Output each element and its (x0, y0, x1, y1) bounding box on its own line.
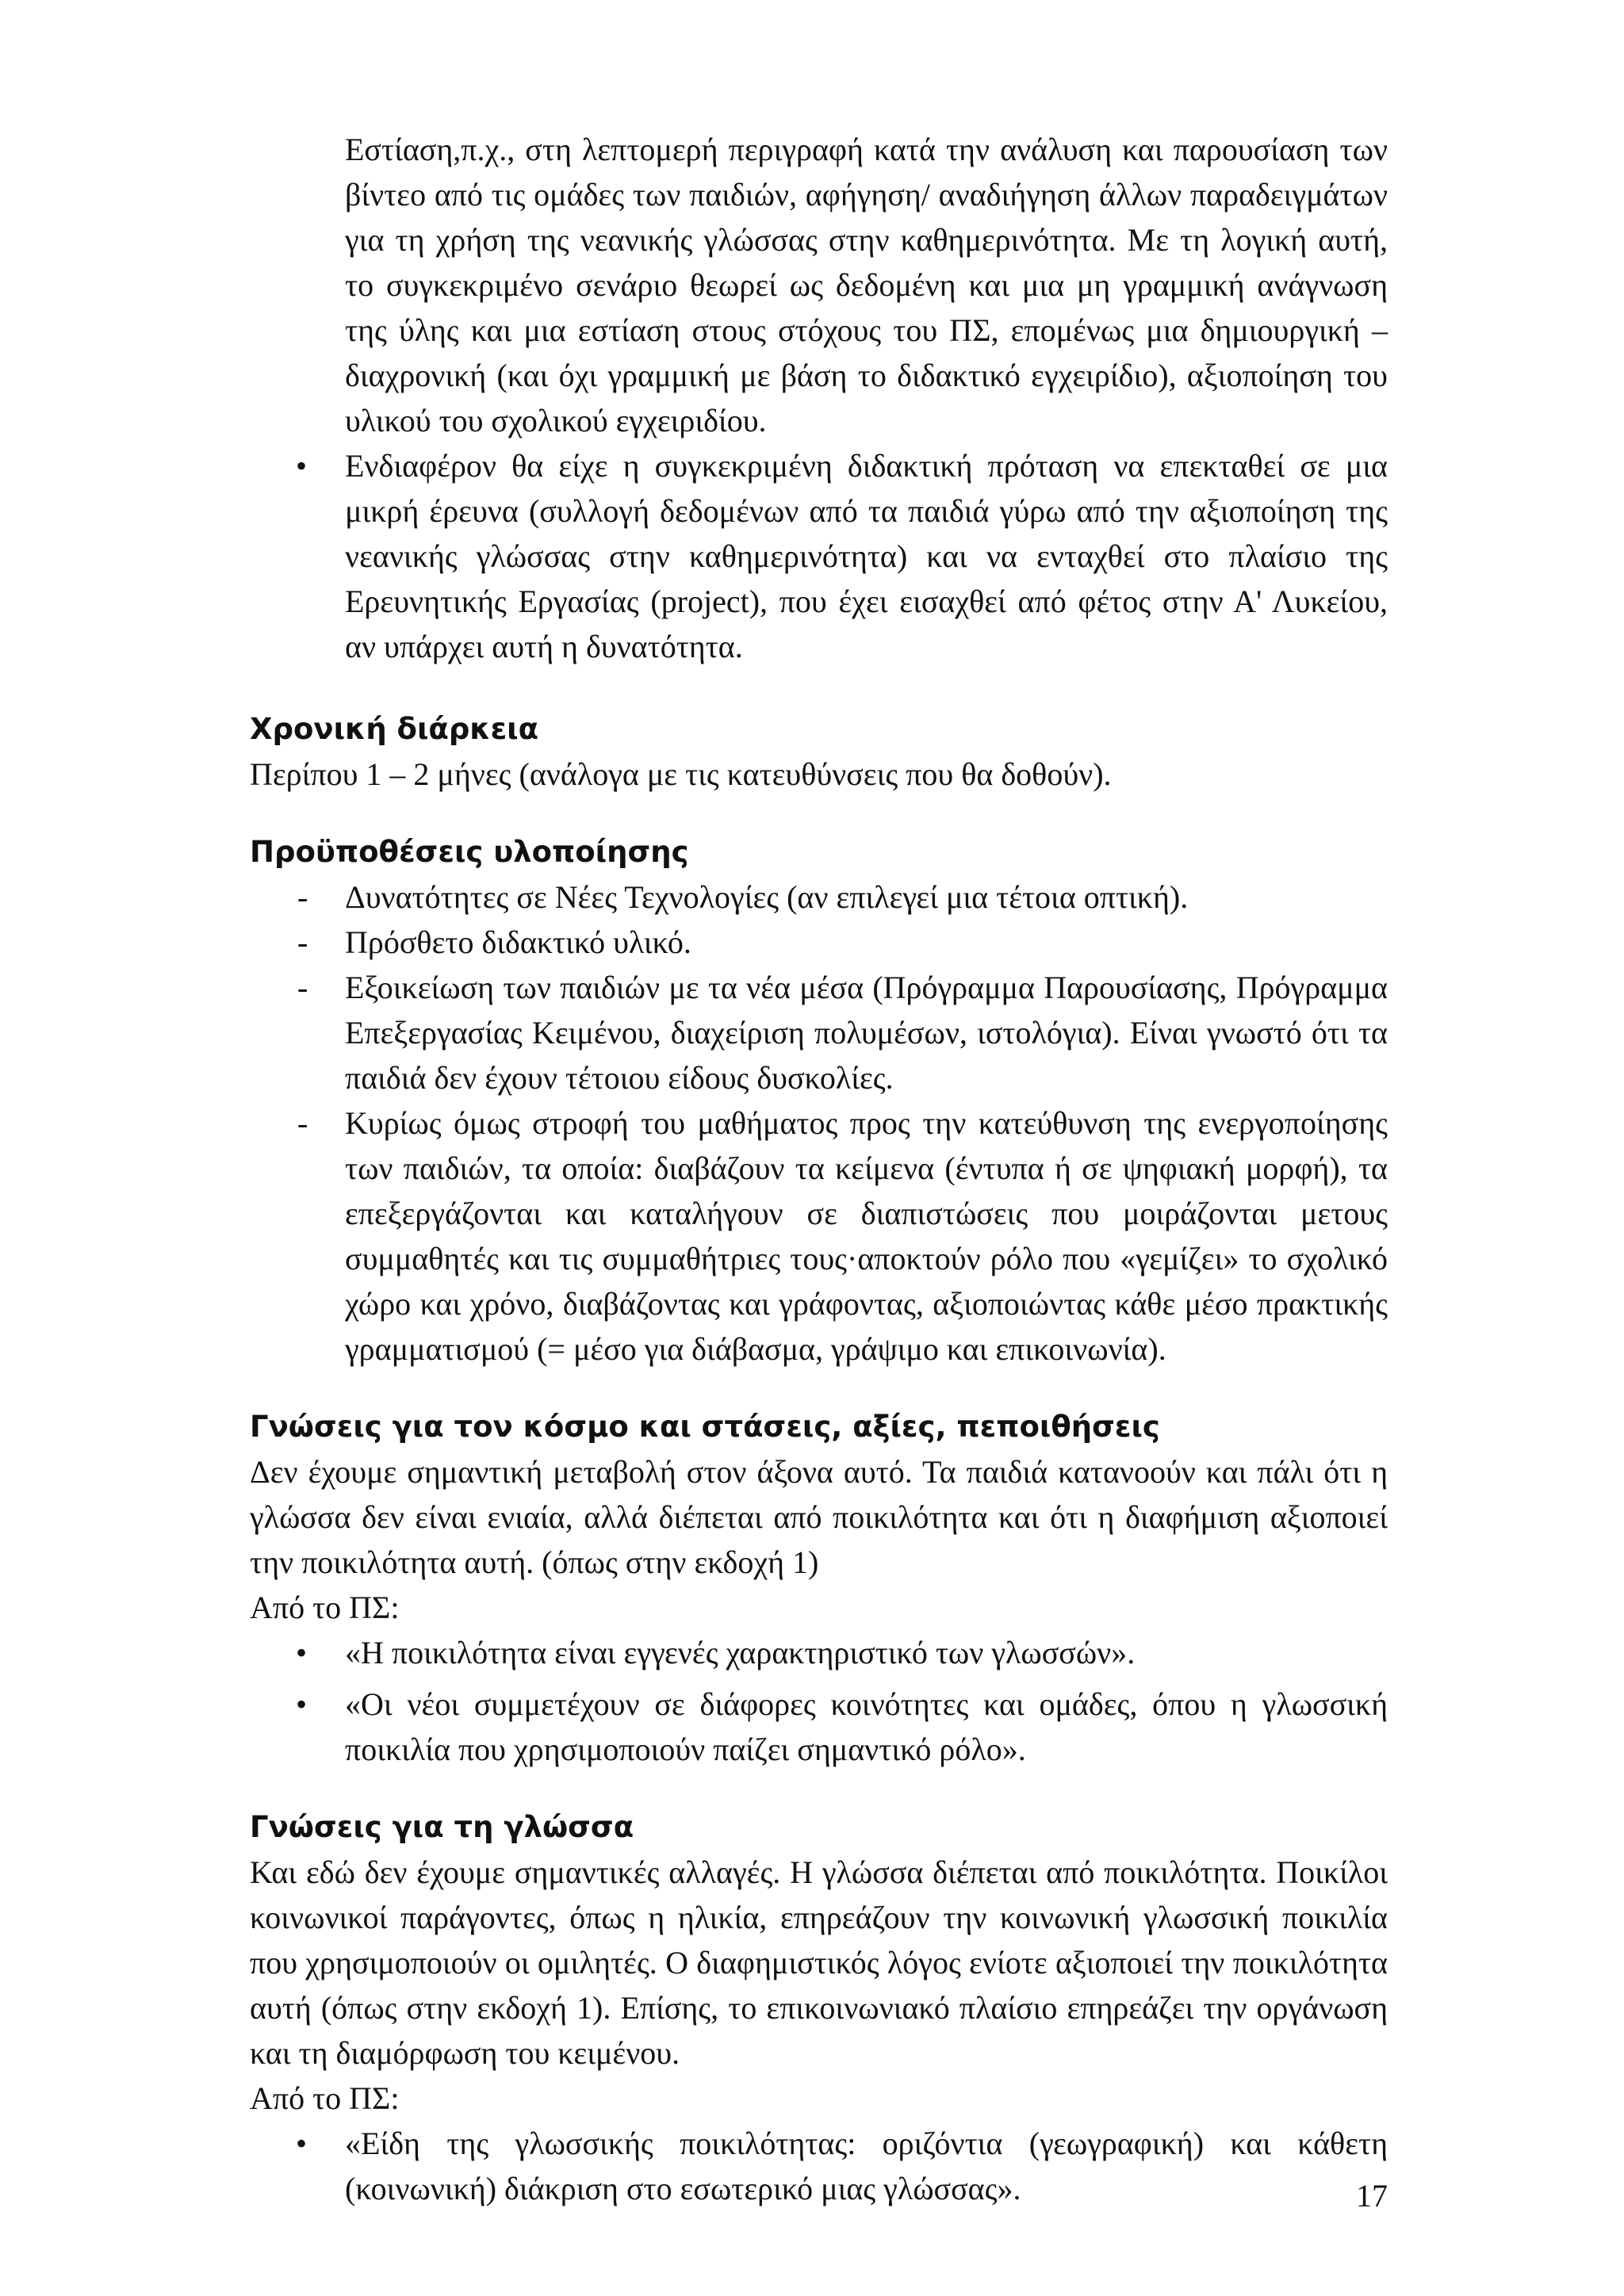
list-item: • Ενδιαφέρον θα είχε η συγκεκριμένη διδακτική πρόταση να επεκταθεί σε μια μικρή έρευνα (συλλογή δεδομένων από τα παιδιά γύρω από την αξιοποίηση της νεανικής γλώσσας στην καθημερινότητα) και να ενταχθεί στο πλαίσιο της Ερευνητικής Εργασίας (project), που έχει εισαχθεί από φέτος στην Α' Λυκείου, αν υπάρχει αυτή η δυνατότητα. (250, 443, 1388, 669)
list-item: • «Είδη της γλωσσικής ποικιλότητας: οριζόντια (γεωγραφική) και κάθετη (κοινωνική) διάκριση στο εσωτερικό μιας γλώσσας». (250, 2121, 1388, 2211)
list-item: - Πρόσθετο διδακτικό υλικό. (250, 920, 1388, 965)
intro-paragraph: Εστίαση,π.χ., στη λεπτομερή περιγραφή κατά την ανάλυση και παρουσίαση των βίντεο από τις ομάδες των παιδιών, αφήγηση/ αναδιήγηση άλλων παραδειγμάτων για τη χρήση της νεανικής γλώσσας στην καθημερινότητα. Με τη λογική αυτή, το συγκεκριμένο σενάριο θεωρεί ως δεδομένη και μια μη γραμμική ανάγνωση της ύλης και μια εστίαση στους στόχους του ΠΣ, επομένως μια δημιουργική – διαχρονική (και όχι γραμμική με βάση το διδακτικό εγχειρίδιο), αξιοποίηση του υλικού του σχολικού εγχειριδίου. (345, 132, 1388, 438)
list-item: • «Οι νέοι συμμετέχουν σε διάφορες κοινότητες και ομάδες, όπου η γλωσσική ποικιλία που χρησιμοποιούν παίζει σημαντικό ρόλο». (250, 1682, 1388, 1772)
language-knowledge-bullet-list (250, 2121, 1388, 2211)
language-knowledge-text: Και εδώ δεν έχουμε σημαντικές αλλαγές. Η γλώσσα διέπεται από ποικιλότητα. Ποικίλοι κοινωνικοί παράγοντες, όπως η ηλικία, επηρεάζουν την κοινωνική γλωσσική ποικιλία που χρησιμοποιούν οι ομιλητές. Ο διαφημιστικός λόγος ενίοτε αξιοποιεί την ποικιλότητα αυτή (όπως στην εκδοχή 1). Επίσης, το επικοινωνιακό πλαίσιο επηρεάζει την οργάνωση και τη διαμόρφωση του κειμένου. (250, 1854, 1388, 2071)
prerequisites-list (250, 874, 1388, 1372)
duration-text: Περίπου 1 – 2 μήνες (ανάλογα με τις κατευθύνσεις που θα δοθούν). (250, 756, 1112, 792)
list-item: - Δυνατότητες σε Νέες Τεχνολογίες (αν επιλεγεί μια τέτοια οπτική). (250, 874, 1388, 920)
bullet-icon: • (296, 448, 308, 484)
dash-icon: - (297, 1105, 308, 1141)
bullet-icon: • (296, 2126, 308, 2161)
language-knowledge-from-label: Από το ΠΣ: (250, 2080, 400, 2116)
list-item: - Εξοικείωση των παιδιών με τα νέα μέσα (Πρόγραμμα Παρουσίασης, Πρόγραμμα Επεξεργασίας Κειμένου, διαχείριση πολυμέσων, ιστολόγια). Είναι γνωστό ότι τα παιδιά δεν έχουν τέτοιου είδους δυσκολίες. (250, 965, 1388, 1100)
intro-bullet-list (250, 443, 1388, 669)
list-item: • «Η ποικιλότητα είναι εγγενές χαρακτηριστικό των γλωσσών». (250, 1630, 1388, 1675)
world-knowledge-from-label: Από το ΠΣ: (250, 1590, 400, 1625)
prerequisites-heading: Προϋποθέσεις υλοποίησης (250, 835, 689, 869)
language-knowledge-heading: Γνώσεις για τη γλώσσα (250, 1810, 634, 1844)
bullet-icon: • (296, 1635, 308, 1670)
dash-icon: - (297, 924, 308, 960)
dash-icon: - (297, 879, 308, 915)
dash-icon: - (297, 970, 308, 1005)
world-knowledge-text: Δεν έχουμε σημαντική μεταβολή στον άξονα αυτό. Τα παιδιά κατανοούν και πάλι ότι η γλώσσα δεν είναι ενιαία, αλλά διέπεται από ποικιλότητα και ότι η διαφήμιση αξιοποιεί την ποικιλότητα αυτή. (όπως στην εκδοχή 1) (250, 1454, 1388, 1580)
page-content (250, 127, 1388, 2218)
page-number: 17 (1356, 2178, 1388, 2214)
duration-heading: Χρονική διάρκεια (250, 712, 539, 746)
world-knowledge-heading: Γνώσεις για τον κόσμο και στάσεις, αξίες, πεποιθήσεις (250, 1410, 1160, 1444)
bullet-icon: • (296, 1686, 308, 1722)
list-item: - Κυρίως όμως στροφή του μαθήματος προς την κατεύθυνση της ενεργοποίησης των παιδιών, τα οποία: διαβάζουν τα κείμενα (έντυπα ή σε ψηφιακή μορφή), τα επεξεργάζονται και καταλήγουν σε διαπιστώσεις που μοιράζονται μετους συμμαθητές και τις συμμαθήτριες τους·αποκτούν ρόλο που «γεμίζει» το σχολικό χώρο και χρόνο, διαβάζοντας και γράφοντας, αξιοποιώντας κάθε μέσο πρακτικής γραμματισμού (= μέσο για διάβασμα, γράψιμο και επικοινωνία). (250, 1100, 1388, 1372)
world-knowledge-bullet-list (250, 1630, 1388, 1772)
